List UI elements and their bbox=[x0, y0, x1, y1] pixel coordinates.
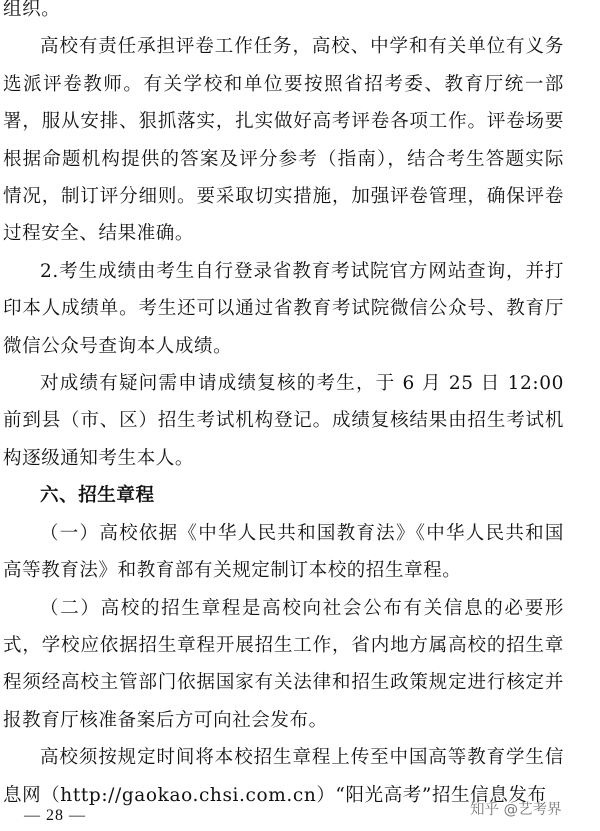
paragraph-charter-upload: 高校须按规定时间将本校招生章程上传至中国高等教育学生信息网（http://gaokao.chsi.com.cn）“阳光高考”招生信息发布 bbox=[3, 747, 564, 806]
paragraph-grading-duty: 高校有责任承担评卷工作任务，高校、中学和有关单位有义务选派评卷教师。有关学校和单位要按照省招考委、教育厅统一部署，服从安排、狠抓落实，扎实做好高考评卷各项工作。评卷场要根据命题机构提供的答案及评分参考（指南），结合考生答题实际情况，制订评分细则。要采取切实措施，加强评卷管理，确保评卷过程安全、结果准确。 bbox=[3, 36, 564, 245]
paragraph-charter-publication: （二）高校的招生章程是高校向社会公布有关信息的必要形式，学校应依据招生章程开展招生工作，省内地方属高校的招生章程须经高校主管部门依据国家有关法律和招生政策规定进行核定并报教育厅核准备案后方可向社会发布。 bbox=[3, 597, 564, 731]
page-number: — 28 — bbox=[24, 807, 86, 824]
paragraph-charter-basis: （一）高校依据《中华人民共和国教育法》《中华人民共和国高等教育法》和教育部有关规定制订本校的招生章程。 bbox=[3, 522, 564, 582]
section-heading: 六、招生章程 bbox=[40, 485, 155, 507]
paragraph-score-query: 2.考生成绩由考生自行登录省教育考试院官方网站查询，并打印本人成绩单。考生还可以通过省教育考试院微信公众号、教育厅微信公众号查询本人成绩。 bbox=[3, 260, 564, 357]
paragraph-continuation: 组织。 bbox=[3, 0, 61, 20]
paragraph-score-review: 对成绩有疑问需申请成绩复核的考生，于 6 月 25 日 12:00 前到县（市、区）招生考试机构登记。成绩复核结果由招生考试机构逐级通知考生本人。 bbox=[3, 373, 564, 469]
watermark: 知乎 @艺考界 bbox=[470, 802, 562, 818]
